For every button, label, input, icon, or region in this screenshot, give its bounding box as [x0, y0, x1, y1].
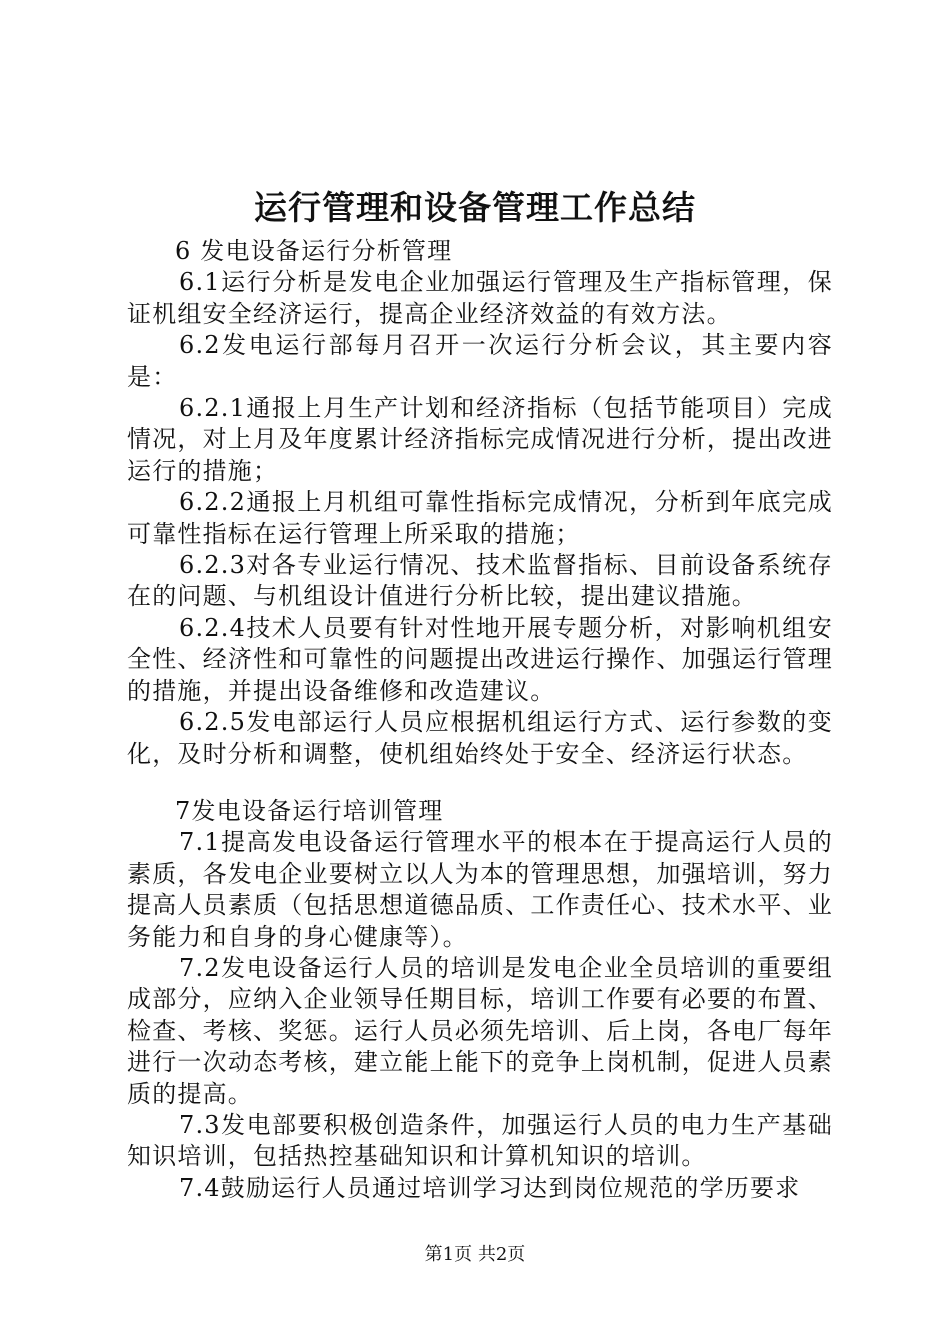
paragraph-6-2: 6.2发电运行部每月召开一次运行分析会议，其主要内容是：	[127, 331, 833, 391]
section-7-heading: 7发电设备运行培训管理	[175, 796, 444, 825]
paragraph-7-1: 7.1提高发电设备运行管理水平的根本在于提高运行人员的素质，各发电企业要树立以人为本的管理思想，加强培训，努力提高人员素质（包括思想道德品质、工作责任心、技术水平、业务能力和自身的身心健康等）。	[127, 828, 833, 951]
page-number-footer: 第1页 共2页	[424, 1244, 526, 1265]
paragraph-6-2-5: 6.2.5发电部运行人员应根据机组运行方式、运行参数的变化，及时分析和调整，使机组始终处于安全、经济运行状态。	[127, 708, 833, 768]
paragraph-6-2-4: 6.2.4技术人员要有针对性地开展专题分析，对影响机组安全性、经济性和可靠性的问题提出改进运行操作、加强运行管理的措施，并提出设备维修和改造建议。	[127, 613, 833, 705]
section-6-heading: 6 发电设备运行分析管理	[175, 237, 453, 265]
section-spacer	[127, 770, 833, 796]
paragraph-6-2-3: 6.2.3对各专业运行情况、技术监督指标、目前设备系统存在的问题、与机组设计值进行分析比较，提出建议措施。	[127, 551, 833, 611]
paragraph-7-4: 7.4鼓励运行人员通过培训学习达到岗位规范的学历要求	[179, 1173, 801, 1202]
paragraph-6-2-2: 6.2.2通报上月机组可靠性指标完成情况，分析到年底完成可靠性指标在运行管理上所采取的措施；	[127, 488, 833, 548]
paragraph-6-1: 6.1运行分析是发电企业加强运行管理及生产指标管理，保证机组安全经济运行，提高企业经济效益的有效方法。	[127, 268, 833, 328]
document-title: 运行管理和设备管理工作总结	[254, 188, 696, 227]
paragraph-6-2-1: 6.2.1通报上月生产计划和经济指标（包括节能项目）完成情况，对上月及年度累计经济指标完成情况进行分析，提出改进运行的措施；	[127, 394, 833, 485]
document-body	[127, 236, 833, 1204]
paragraph-7-2: 7.2发电设备运行人员的培训是发电企业全员培训的重要组成部分，应纳入企业领导任期目标，培训工作要有必要的布置、检查、考核、奖惩。运行人员必须先培训、后上岗，各电厂每年进行一次动态考核，建立能上能下的竞争上岗机制，促进人员素质的提高。	[127, 953, 833, 1108]
paragraph-7-3: 7.3发电部要积极创造条件，加强运行人员的电力生产基础知识培训，包括热控基础知识和计算机知识的培训。	[127, 1110, 833, 1171]
